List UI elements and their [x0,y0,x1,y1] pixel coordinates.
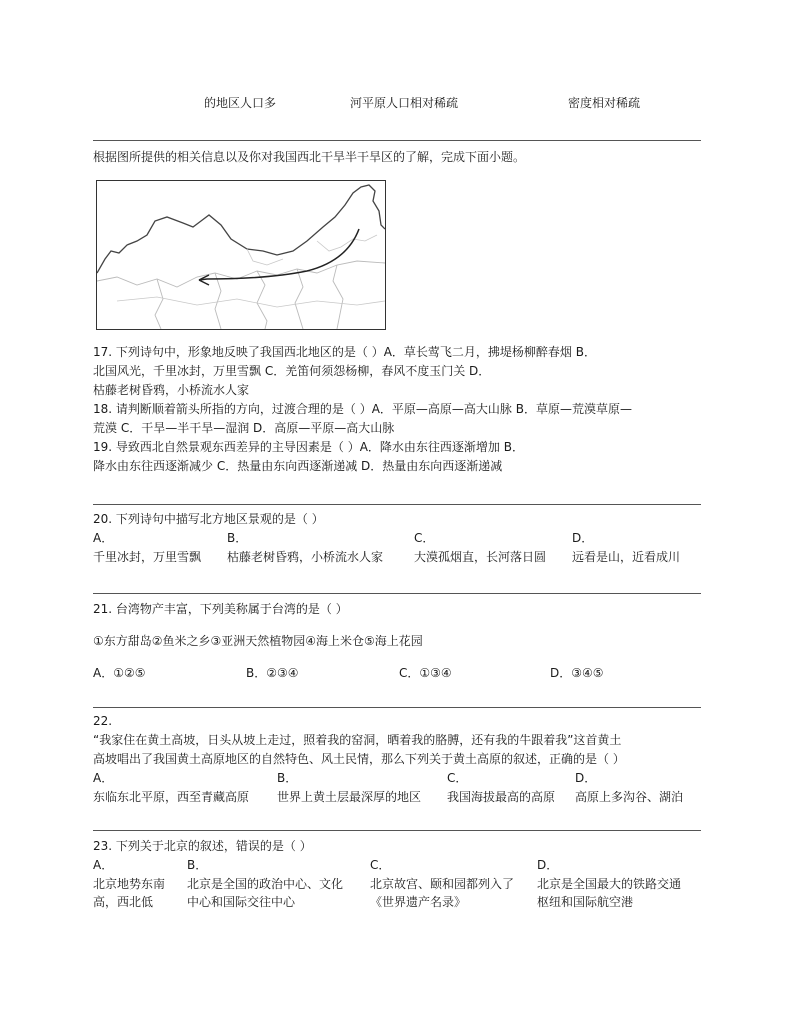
q20-option-c-letter[interactable]: C． [414,531,435,545]
q20-option-b-text: 枯藤老树昏鸦，小桥流水人家 [227,550,384,564]
q23-option-d-text-line2: 枢纽和国际航空港 [537,895,634,909]
q22-option-b-letter[interactable]: B． [277,771,298,785]
fragment-1: 的地区人口多 [204,96,277,110]
q23-stem: 23. 下列关于北京的叙述，错误的是（ ） [93,839,312,853]
q20-option-d-text: 远看是山，近看成川 [572,550,681,564]
q23-option-c-letter[interactable]: C． [370,858,391,872]
q22-number: 22. [93,714,113,728]
q20-stem: 20. 下列诗句中描写北方地区景观的是（ ） [93,512,324,526]
q22-option-a-text: 东临东北平原，西至青藏高原 [93,790,250,804]
q23-option-b-text-line2: 中心和国际交往中心 [187,895,296,909]
q20-option-c-text: 大漠孤烟直，长河落日圆 [414,550,547,564]
q23-option-a-text-line1: 北京地势东南 [93,877,166,891]
intro-text: 根据图所提供的相关信息以及你对我国西北干旱半干旱区的了解，完成下面小题。 [93,150,526,164]
q18-line2: 荒漠 C．干旱—半干旱—湿润 D．高原—平原—高大山脉 [93,421,395,435]
q20-option-b-letter[interactable]: B． [227,531,248,545]
q22-option-d-letter[interactable]: D． [575,771,597,785]
q22-option-c-letter[interactable]: C． [447,771,468,785]
northwest-china-map [96,180,386,330]
q21-option-b[interactable]: B．②③④ [246,666,299,680]
q21-option-a[interactable]: A．①②⑤ [93,666,146,680]
q21-items: ①东方甜岛②鱼米之乡③亚洲天然植物园④海上米仓⑤海上花园 [93,634,423,648]
q18-line1: 18. 请判断顺着箭头所指的方向，过渡合理的是（ ）A．平原—高原—高大山脉 B．草原—荒漠草原— [93,402,632,416]
q23-option-c-text-line2: 《世界遗产名录》 [370,895,467,909]
q17-line2: 北国风光，千里冰封，万里雪飘 C．羌笛何须怨杨柳，春风不度玉门关 D． [93,364,491,378]
q22-option-c-text: 我国海拔最高的高原 [447,790,556,804]
q22-option-a-letter[interactable]: A． [93,771,114,785]
q23-option-c-text-line1: 北京故宫、颐和园都列入了 [370,877,515,891]
q23-option-b-text-line1: 北京是全国的政治中心、文化 [187,877,344,891]
q23-option-a-letter[interactable]: A． [93,858,114,872]
q23-option-b-letter[interactable]: B． [187,858,208,872]
divider [93,504,701,505]
q20-option-a-text: 千里冰封，万里雪飘 [93,550,202,564]
divider [93,140,701,141]
q23-option-a-text-line2: 高，西北低 [93,895,154,909]
q21-option-d[interactable]: D．③④⑤ [550,666,604,680]
fragment-3: 密度相对稀疏 [568,96,641,110]
q22-stem-line1: “我家住在黄土高坡，日头从坡上走过，照着我的窑洞，晒着我的胳膊，还有我的牛跟着我”这首黄土 [93,733,622,747]
divider [93,830,701,831]
q20-option-a-letter[interactable]: A． [93,531,114,545]
divider [93,593,701,594]
divider [93,707,701,708]
q22-stem-line2: 高坡唱出了我国黄土高原地区的自然特色、风土民情，那么下列关于黄土高原的叙述，正确的是（ ） [93,752,625,766]
q22-option-b-text: 世界上黄土层最深厚的地区 [277,790,422,804]
q21-stem: 21. 台湾物产丰富，下列美称属于台湾的是（ ） [93,602,348,616]
q23-option-d-text-line1: 北京是全国最大的铁路交通 [537,877,682,891]
q17-line1: 17. 下列诗句中，形象地反映了我国西北地区的是（ ）A．草长莺飞二月，拂堤杨柳醉春烟 B． [93,345,596,359]
q23-option-d-letter[interactable]: D． [537,858,559,872]
q17-line3: 枯藤老树昏鸦，小桥流水人家 [93,383,250,397]
q22-option-d-text: 高原上多沟谷、湖泊 [575,790,684,804]
q19-line2: 降水由东往西逐渐减少 C．热量由东向西逐渐递减 D．热量由东向西逐渐递减 [93,459,503,473]
q20-option-d-letter[interactable]: D． [572,531,594,545]
q19-line1: 19. 导致西北自然景观东西差异的主导因素是（ ）A．降水由东往西逐渐增加 B． [93,440,524,454]
q21-option-c[interactable]: C．①③④ [399,666,452,680]
fragment-2: 河平原人口相对稀疏 [350,96,459,110]
